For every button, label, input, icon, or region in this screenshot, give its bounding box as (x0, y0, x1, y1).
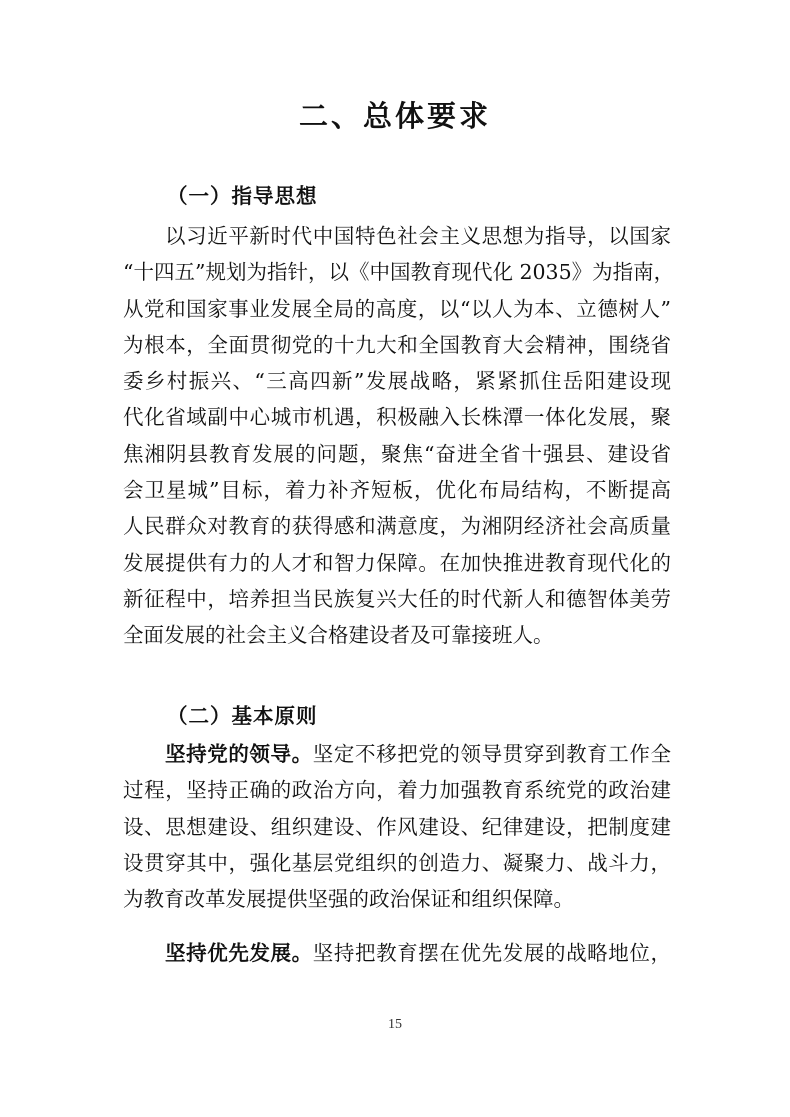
paragraph-line: 以习近平新时代中国特色社会主义思想为指导，以国家 (165, 224, 671, 248)
principle-lead: 坚持优先发展。 (165, 941, 313, 965)
paragraph-line: 为教育改革发展提供坚强的政治保证和组织保障。 (123, 887, 574, 912)
paragraph-line (123, 935, 671, 971)
subsection-heading-guiding-ideology: （一）指导思想 (167, 184, 318, 208)
page-number: 15 (388, 1017, 402, 1032)
paragraph-line: 设、思想建设、组织建设、作风建设、纪律建设，把制度建 (123, 814, 671, 839)
principle-text: 坚定不移把党的领导贯穿到教育工作全 (312, 742, 672, 766)
subsection-heading-basic-principles: （二）基本原则 (167, 704, 318, 728)
section-title: 二、总体要求 (298, 99, 491, 133)
paragraph-line: 过程，坚持正确的政治方向，着力加强教育系统党的政治建 (123, 778, 671, 803)
paragraph-line: 焦湘阴县教育发展的问题，聚焦“奋进全省十强县、建设省 (123, 441, 671, 466)
principle-party-leadership-paragraph (123, 736, 671, 917)
guiding-ideology-paragraph (123, 218, 675, 654)
paragraph-line: 从党和国家事业发展全局的高度，以“以人为本、立德树人” (123, 296, 671, 321)
paragraph-line: 设贯穿其中，强化基层党组织的创造力、凝聚力、战斗力， (123, 850, 671, 875)
paragraph-line: “十四五”规划为指针，以《中国教育现代化 2035》为指南， (123, 260, 675, 285)
paragraph-line (123, 736, 671, 772)
principle-text: 坚持把教育摆在优先发展的战略地位， (312, 941, 672, 965)
paragraph-line: 代化省域副中心城市机遇，积极融入长株潭一体化发展，聚 (123, 405, 671, 430)
paragraph-line: 人民群众对教育的获得感和满意度，为湘阴经济社会高质量 (123, 514, 671, 539)
principle-lead: 坚持党的领导。 (165, 742, 313, 766)
paragraph-line: 新征程中，培养担当民族复兴大任的时代新人和德智体美劳 (123, 586, 671, 611)
paragraph-line: 会卫星城”目标，着力补齐短板，优化布局结构，不断提高 (123, 478, 671, 503)
paragraph-line: 全面发展的社会主义合格建设者及可靠接班人。 (123, 623, 554, 648)
paragraph-line: 为根本，全面贯彻党的十九大和全国教育大会精神，围绕省 (123, 332, 671, 357)
paragraph-line: 委乡村振兴、“三高四新”发展战略，紧紧抓住岳阳建设现 (123, 369, 671, 394)
paragraph-line: 发展提供有力的人才和智力保障。在加快推进教育现代化的 (123, 550, 671, 575)
principle-priority-development-paragraph (123, 935, 671, 971)
